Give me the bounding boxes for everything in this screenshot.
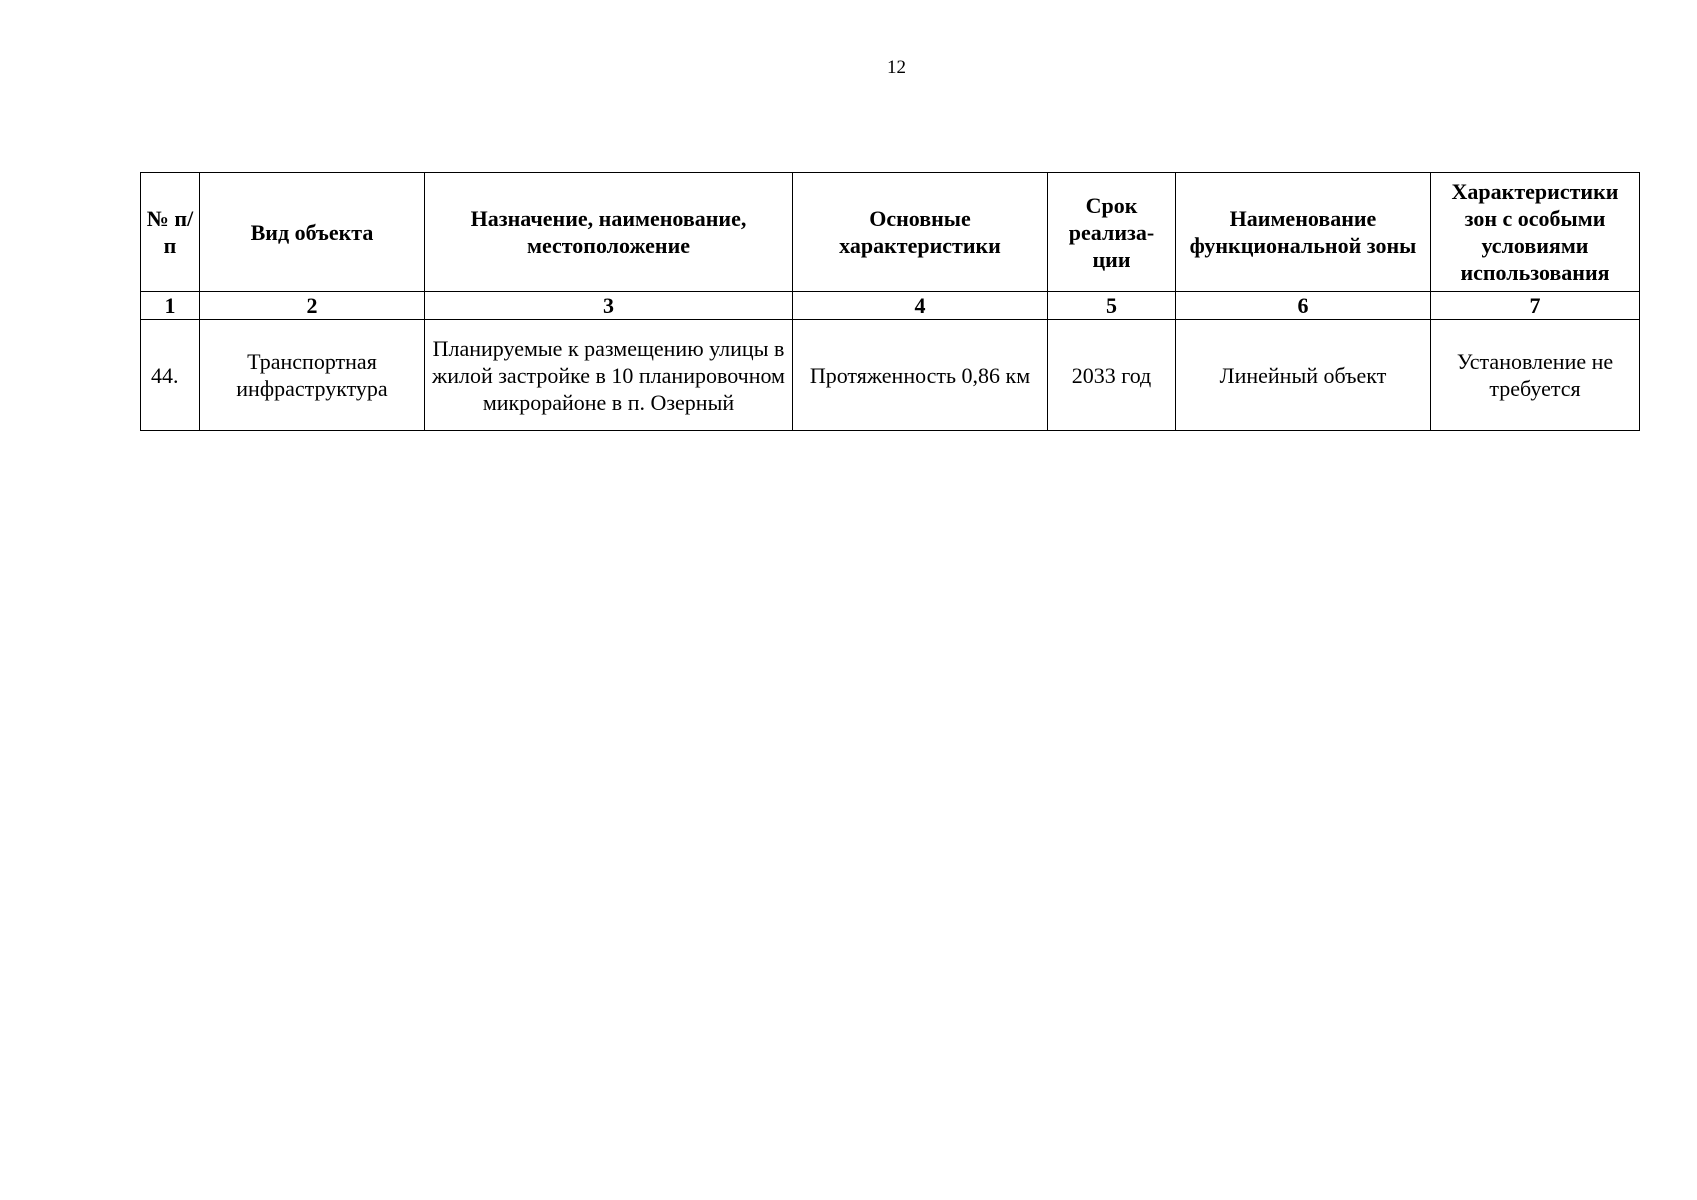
column-number-row — [141, 292, 1640, 320]
header-deadline: Срок реализа-ции — [1048, 173, 1176, 292]
table-row — [141, 320, 1640, 431]
header-special-zones: Характеристики зон с особыми условиями использования — [1431, 173, 1640, 292]
row-purpose: Планируемые к размещению улицы в жилой застройке в 10 планировочном микрорайоне в п. Озерный — [425, 320, 793, 431]
column-number: 5 — [1048, 292, 1176, 320]
column-number: 7 — [1431, 292, 1640, 320]
row-number: 44. — [141, 320, 200, 431]
objects-table — [140, 172, 1640, 431]
column-number: 3 — [425, 292, 793, 320]
column-number: 6 — [1176, 292, 1431, 320]
header-characteristics: Основные характеристики — [793, 173, 1048, 292]
header-number: № п/п — [141, 173, 200, 292]
row-special-zones: Установление не требуется — [1431, 320, 1640, 431]
column-number: 1 — [141, 292, 200, 320]
column-number: 2 — [200, 292, 425, 320]
header-object-type: Вид объекта — [200, 173, 425, 292]
page-number: 12 — [887, 57, 906, 78]
row-object-type: Транспортная инфраструктура — [200, 320, 425, 431]
row-characteristics: Протяженность 0,86 км — [793, 320, 1048, 431]
table-header-row — [141, 173, 1640, 292]
row-functional-zone: Линейный объект — [1176, 320, 1431, 431]
column-number: 4 — [793, 292, 1048, 320]
header-functional-zone: Наименование функциональной зоны — [1176, 173, 1431, 292]
row-deadline: 2033 год — [1048, 320, 1176, 431]
header-purpose: Назначение, наименование, местоположение — [425, 173, 793, 292]
